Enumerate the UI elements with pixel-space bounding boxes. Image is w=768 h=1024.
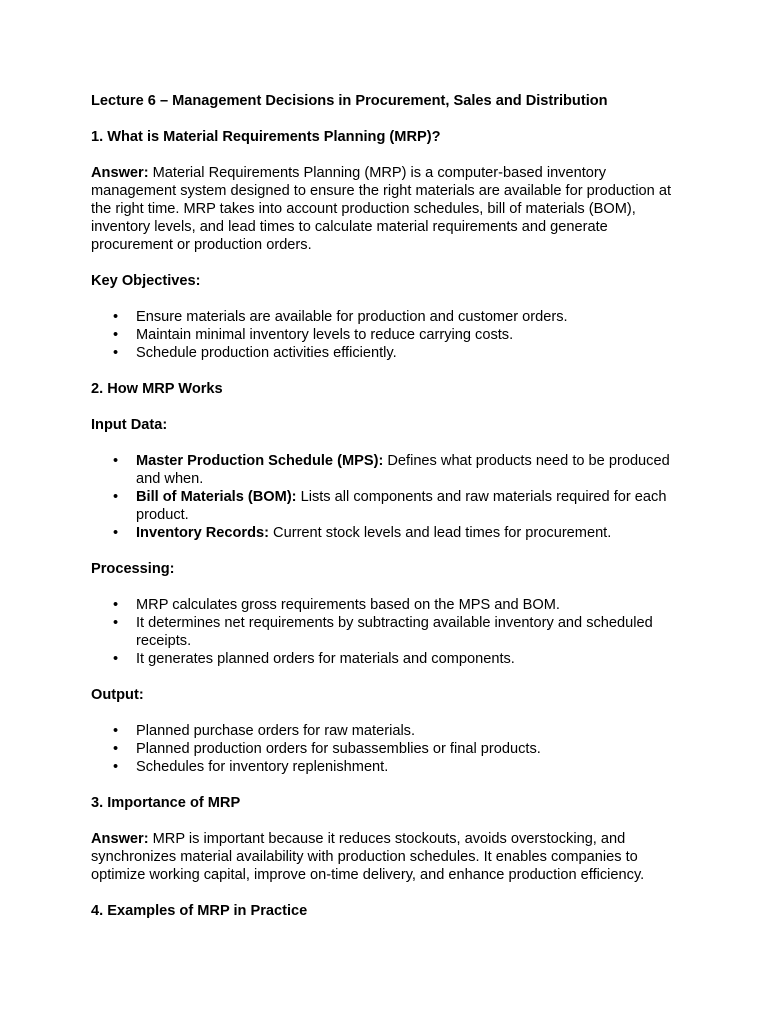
mrp-definition-paragraph <box>91 164 681 254</box>
bullet-icon: • <box>113 345 119 361</box>
section-heading-how-mrp-works: 2. How MRP Works <box>91 381 223 397</box>
bullet-icon: • <box>113 525 119 541</box>
answer-label: Answer: <box>91 165 149 181</box>
list-item: • Planned production orders for subassemblies or final products. <box>113 741 541 757</box>
list-description: Current stock levels and lead times for procurement. <box>269 525 612 541</box>
list-item: • Ensure materials are available for production and customer orders. <box>113 309 568 325</box>
list-item: • Schedule production activities efficiently. <box>113 345 397 361</box>
bullet-icon: • <box>113 759 119 775</box>
answer-label: Answer: <box>91 831 149 847</box>
bullet-icon: • <box>113 741 119 757</box>
list-item <box>91 488 681 524</box>
list-term: Master Production Schedule (MPS): <box>136 453 384 469</box>
list-item <box>91 452 681 488</box>
list-item <box>91 524 681 542</box>
bullet-icon: • <box>113 309 119 325</box>
bullet-icon: • <box>113 489 119 505</box>
section-heading-examples-of-mrp: 4. Examples of MRP in Practice <box>91 903 308 919</box>
bullet-icon: • <box>113 651 119 667</box>
list-term: Bill of Materials (BOM): <box>136 489 297 505</box>
importance-paragraph <box>91 830 681 884</box>
answer-text: Material Requirements Planning (MRP) is a computer-based inventory management system designed to ensure the right materials are available for production at the right time. MRP takes into account production schedules, bill of materials (BOM), inventory levels, and lead times to calculate material requirements and generate procurement or production orders. <box>91 165 672 253</box>
bullet-icon: • <box>113 597 119 613</box>
bullet-icon: • <box>113 723 119 739</box>
key-objectives-label: Key Objectives: <box>91 273 201 289</box>
section-heading-importance-of-mrp: 3. Importance of MRP <box>91 795 241 811</box>
bullet-icon: • <box>113 615 119 631</box>
list-item: • It determines net requirements by subtracting available inventory and scheduled receipts. <box>113 615 653 649</box>
input-data-list <box>91 452 681 542</box>
list-description: Defines what products need to be produced and when. <box>136 453 670 487</box>
processing-label: Processing: <box>91 561 175 577</box>
list-description: Lists all components and raw materials required for each product. <box>136 489 667 523</box>
list-term: Inventory Records: <box>136 525 269 541</box>
output-list <box>91 722 681 776</box>
answer-text: MRP is important because it reduces stockouts, avoids overstocking, and synchronizes material availability with production schedules. It enables companies to optimize working capital, improve on-time delivery, and enhance production efficiency. <box>91 831 645 883</box>
input-data-label: Input Data: <box>91 417 168 433</box>
bullet-icon: • <box>113 327 119 343</box>
list-item: • MRP calculates gross requirements based on the MPS and BOM. <box>113 597 560 613</box>
list-item: • Planned purchase orders for raw materials. <box>113 723 416 739</box>
document-title: Lecture 6 – Management Decisions in Procurement, Sales and Distribution <box>91 93 608 109</box>
list-item: • Maintain minimal inventory levels to reduce carrying costs. <box>113 327 514 343</box>
list-item: • It generates planned orders for materials and components. <box>113 651 515 667</box>
bullet-icon: • <box>113 453 119 469</box>
output-label: Output: <box>91 687 144 703</box>
processing-list <box>91 596 681 668</box>
document-page <box>91 92 681 938</box>
section-heading-what-is-mrp: 1. What is Material Requirements Planning (MRP)? <box>91 129 441 145</box>
list-item: • Schedules for inventory replenishment. <box>113 759 389 775</box>
key-objectives-list <box>91 308 681 362</box>
